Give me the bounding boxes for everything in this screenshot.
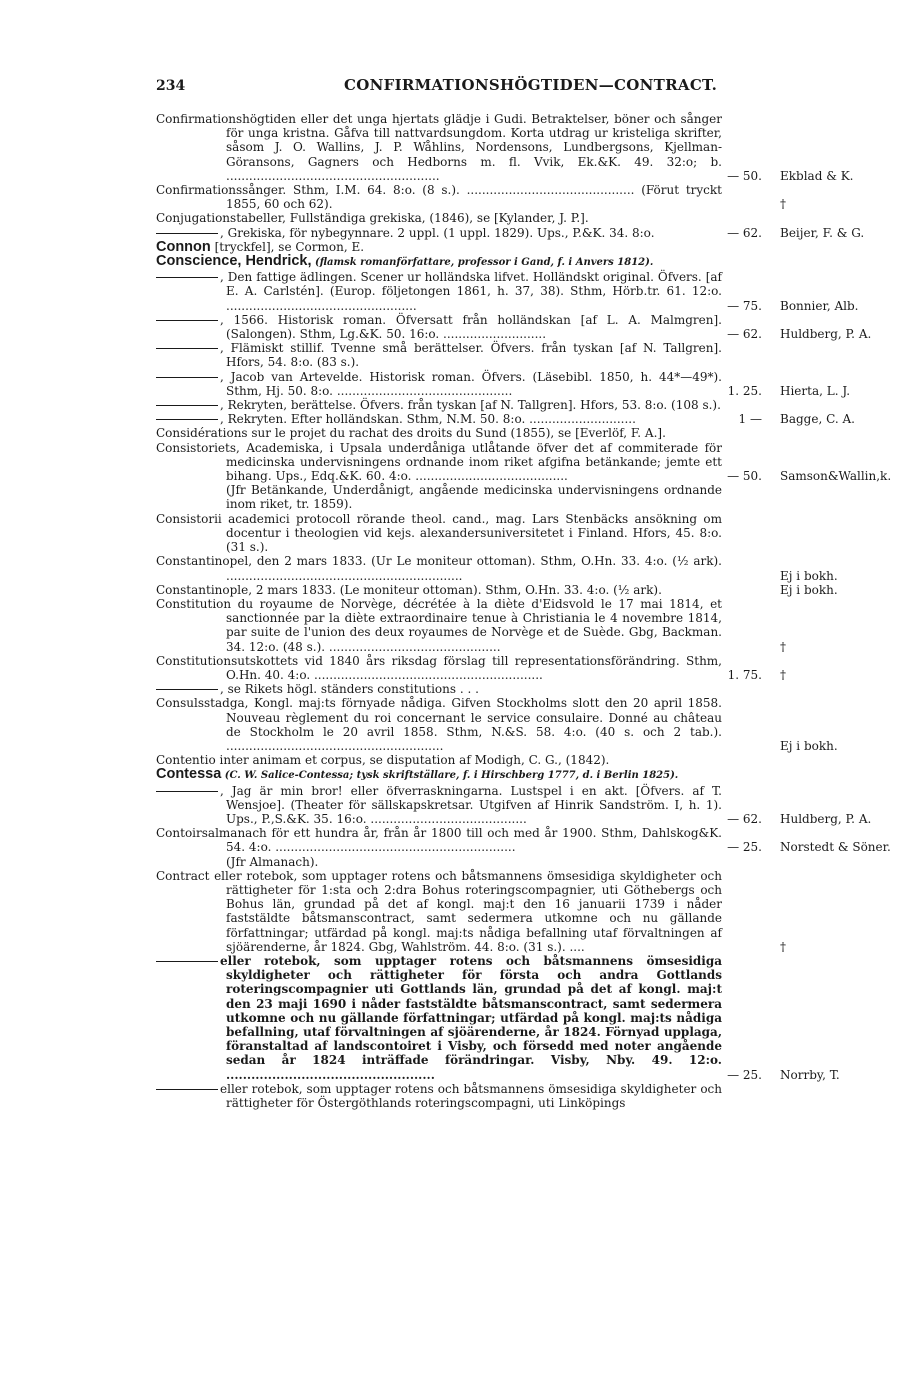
repeat-dash-rule	[156, 377, 218, 378]
entry-text	[156, 954, 722, 1082]
entry-body: (Jfr Betänkande, Underdånigt, angående medicinska undervisningens ordnande inom riket, tr. 1859).	[226, 483, 722, 512]
entry-publisher: †	[780, 939, 786, 954]
entry-body: [tryckfel], se Cormon, E.	[210, 239, 365, 254]
entry-text	[156, 483, 722, 511]
repeat-dash-rule	[156, 348, 218, 349]
entry-publisher: Ej i bokh.	[780, 582, 838, 597]
repeat-dash-rule	[156, 320, 218, 321]
bibliography-entry	[0, 183, 912, 211]
entry-body: , Rekryten, berättelse. Öfvers. från tyskan [af N. Tallgren]. Hfors, 53. 8:o. (108 s.).	[220, 398, 721, 413]
entry-text	[156, 211, 722, 225]
bibliography-entry	[0, 270, 912, 313]
bibliography-entry	[0, 855, 912, 869]
bibliography-entry	[0, 1082, 912, 1110]
entry-body: Constitutionsutskottets vid 1840 års riksdag förslag till representationsförändring. Sthm, O.Hn. 40. 4:o. ............................................................	[156, 653, 722, 682]
entry-text	[156, 183, 722, 211]
entry-text	[156, 412, 722, 426]
entry-publisher: Norstedt & Söner.	[780, 840, 891, 855]
entry-body: Constantinople, 2 mars 1833. (Le moniteur ottoman). Sthm, O.Hn. 33. 4:o. (½ ark).	[156, 582, 662, 597]
entry-heading: Connon	[156, 238, 211, 255]
entry-text	[156, 583, 722, 597]
entry-publisher: †	[780, 639, 786, 654]
entry-publisher: Ekblad & K.	[780, 168, 854, 183]
bibliography-entry	[0, 240, 912, 254]
entry-text	[156, 512, 722, 555]
bibliography-entry	[0, 426, 912, 440]
entry-text	[156, 441, 722, 484]
entry-text	[156, 682, 722, 696]
bibliography-entry	[0, 112, 912, 183]
repeat-dash-rule	[156, 689, 218, 690]
entry-text	[156, 112, 722, 183]
entry-price: — 75.	[727, 298, 762, 313]
repeat-dash-rule	[156, 405, 218, 406]
entry-body: , 1566. Historisk roman. Öfversatt från holländskan [af L. A. Malmgren]. (Salongen). Sthm, Lg.&K. 50. 16:o. ...........................	[220, 312, 722, 342]
repeat-dash-rule	[156, 791, 218, 792]
entry-publisher: Bagge, C. A.	[780, 412, 855, 427]
entry-body: Confirmationshögtiden eller det unga hjertats glädje i Gudi. Betraktelser, böner och sånger för unga kristna. Gåfva till nattvardsungdom. Korta utdrag ur kristeliga skrifter, såsom J. O. Wallins, J. P. Wåhlins, Nordensons, Lundbergsons, Kjellman-Göransons, Gagners och Hedborns m. fl. Vvik, Ek.&K. 49. 32:o; b. ........................................................	[156, 112, 722, 183]
running-title: CONFIRMATIONSHÖGTIDEN—CONTRACT.	[344, 76, 718, 94]
bibliography-entry	[0, 226, 912, 240]
entry-body: eller rotebok, som upptager rotens och båtsmannens ömsesidiga skyldigheter och rättigheter för första och andra Gottlands roteringscompagnier uti Gottlands län, grundad på det af kongl. maj:t den 23 maji 1690 i nåder faststäldte båtsmanscontract, samt sedermera utkomne och nu gällande författningar; utfärdad på kongl. maj:ts nådiga befallning, utaf förvaltningen af sjöärenderne, år 1824. Förnyad upplaga, föranstaltad af landscontoiret i Visby, och försedd med noter angående sedan år 1824 inträffade förändringar. Visby, Nby. 49. 12:o. ..................................................	[220, 953, 722, 1082]
entry-body: , se Rikets högl. ständers constitutions . . .	[220, 682, 479, 697]
entry-text	[156, 254, 722, 270]
entry-body: , Grekiska, för nybegynnare. 2 uppl. (1 uppl. 1829). Ups., P.&K. 34. 8:o.	[220, 225, 655, 240]
entry-text	[156, 654, 722, 682]
bibliography-entry	[0, 341, 912, 369]
entry-body: , Jacob van Artevelde. Historisk roman. Öfvers. (Läsebibl. 1850, h. 44*—49*). Sthm, Hj. 50. 8:o. ..............................................	[220, 369, 722, 398]
repeat-dash-rule	[156, 419, 218, 420]
entry-body: Constitution du royaume de Norvège, décrétée à la diète d'Eidsvold le 17 mai 1814, et sanctionnée par la diète extraordinaire tenue à Christiania le 4 novembre 1814, par suite de l'union des deux royaumes de Norvège et de Suède. Gbg, Backman. 34. 12:o. (48 s.). .............................................	[156, 596, 722, 654]
entry-text	[156, 313, 722, 341]
entry-publisher: Norrby, T.	[780, 1067, 840, 1082]
bibliography-entry	[0, 826, 912, 854]
entry-body: Contoirsalmanach för ett hundra år, från år 1800 till och med år 1900. Sthm, Dahlskog&K. 54. 4:o. ...............................................................	[156, 826, 722, 855]
bibliography-entry	[0, 211, 912, 225]
bibliography-entry	[0, 254, 912, 270]
repeat-dash-rule	[156, 961, 218, 962]
entry-price: 1. 75.	[727, 667, 762, 682]
bibliography-entry	[0, 370, 912, 398]
entry-body: Consistoriets, Academiska, i Upsala underdåniga utlåtande öfver det af commiterade för medicinska undervisningens ordnande inom riket afgifna betänkande; jemte ett bihang. Ups., Edq.&K. 60. 4:o. ........................................	[156, 440, 722, 484]
entry-publisher: Beijer, F. & G.	[780, 225, 865, 240]
entry-body: , Jag är min bror! eller öfverraskningarna. Lustspel i en akt. [Öfvers. af T. Wensjoe]. (Theater för sällskapskretsar. Utgifven af Hinrik Sandström. I, h. 1). Ups., P.,S.&K. 35. 16:o. .........................................	[220, 783, 722, 826]
page-number: 234	[156, 78, 186, 94]
entry-text	[156, 554, 722, 582]
entry-publisher: Ej i bokh.	[780, 568, 838, 583]
entry-body: Considérations sur le projet du rachat des droits du Sund (1855), se [Everlöf, F. A.].	[156, 426, 666, 441]
bibliography-entry	[0, 753, 912, 767]
entry-price: — 62.	[727, 811, 762, 826]
entry-publisher: Hierta, L. J.	[780, 383, 851, 398]
entry-body: , Flämiskt stillif. Tvenne små berättelser. Öfvers. från tyskan [af N. Tallgren]. Hfors, 54. 8:o. (83 s.).	[220, 341, 722, 370]
entry-price: — 62.	[727, 327, 762, 342]
entry-body: Contract eller rotebok, som upptager rotens och båtsmannens ömsesidiga skyldigheter och rättigheter för 1:sta och 2:dra Bohus roteringscompagnier, uti Göthebergs och Bohus län, grundad på det af kongl. maj:t den 16 januarii 1739 i nåder faststäldte båtsmanscontract, samt sedermera utkomne och nu gällande författningar; utfärdad på kongl. maj:ts nådiga befallning utaf förvaltningen af sjöärenderne, år 1824. Gbg, Wahlström. 44. 8:o. (31 s.). ....	[156, 868, 722, 954]
entry-body: Contentio inter animam et corpus, se disputation af Modigh, C. G., (1842).	[156, 753, 610, 768]
bibliography-entry	[0, 954, 912, 1082]
entry-publisher: Bonnier, Alb.	[780, 298, 859, 313]
entry-heading: Conscience, Hendrick,	[156, 253, 312, 270]
repeat-dash-rule	[156, 277, 218, 278]
entry-text	[156, 597, 722, 654]
entry-heading: Contessa	[156, 766, 222, 783]
bibliography-entry	[0, 412, 912, 426]
entry-price: — 62.	[727, 225, 762, 240]
bibliography-entry	[0, 441, 912, 484]
entry-text	[156, 855, 722, 869]
entry-publisher: †	[780, 667, 786, 682]
entry-text	[156, 341, 722, 369]
entry-text	[156, 226, 722, 240]
bibliography-entry	[0, 682, 912, 696]
entry-price: — 50.	[727, 469, 762, 484]
entry-text	[156, 784, 722, 827]
entry-text	[156, 1082, 722, 1110]
entry-body: (Jfr Almanach).	[226, 854, 319, 869]
entry-publisher: †	[780, 197, 786, 212]
bibliography-entry	[0, 512, 912, 555]
entry-price: 1 —	[738, 412, 762, 427]
entry-text	[156, 398, 722, 412]
bibliography-entry	[0, 767, 912, 783]
entry-publisher: Huldberg, P. A.	[780, 811, 872, 826]
entry-body: , Den fattige ädlingen. Scener ur holländska lifvet. Holländskt original. Öfvers. [af E. A. Carlstén]. (Europ. följetongen 1861, h. 37, 38). Sthm, Hörb.tr. 61. 12:o. ..................................................	[220, 270, 722, 313]
bibliography-entry	[0, 696, 912, 753]
entry-text	[156, 270, 722, 313]
entry-body: , Rekryten. Efter holländskan. Sthm, N.M. 50. 8:o. ............................	[220, 412, 636, 427]
author-note: (C. W. Salice-Contessa; tysk skriftställare, f. i Hirschberg 1777, d. i Berlin 1825).	[221, 770, 679, 782]
entry-price: — 25.	[727, 840, 762, 855]
entry-body: eller rotebok, som upptager rotens och båtsmannens ömsesidiga skyldigheter och rättigheter för Östergöthlands roteringscompagni, uti Linköpings	[220, 1081, 722, 1111]
bibliography-entry	[0, 583, 912, 597]
entry-body: Conjugationstabeller, Fullständiga grekiska, (1846), se [Kylander, J. P.].	[156, 211, 589, 226]
repeat-dash-rule	[156, 233, 218, 234]
entry-body: Consulsstadga, Kongl. maj:ts förnyade nådiga. Gifven Stockholms slott den 20 april 1858. Nouveau règlement du roi concernant le service consulaire. Donné au château de Stockholm le 20 avril 1858. Sthm, N.&S. 58. 4:o. (40 s. och 2 tab.). .........................................................	[156, 696, 722, 753]
entry-text	[156, 826, 722, 854]
bibliography-entry	[0, 654, 912, 682]
bibliography-entry	[0, 398, 912, 412]
entry-text	[156, 696, 722, 753]
entry-price: — 50.	[727, 168, 762, 183]
entry-price: — 25.	[727, 1067, 762, 1082]
repeat-dash-rule	[156, 1089, 218, 1090]
entry-text	[156, 426, 722, 440]
bibliography-entry	[0, 313, 912, 341]
entry-publisher: Samson&Wallin,k.	[780, 469, 892, 484]
bibliography-entry	[0, 784, 912, 827]
entry-text	[156, 370, 722, 398]
entry-text	[156, 240, 722, 254]
author-note: (flamsk romanförfattare, professor i Gand, f. i Anvers 1812).	[311, 257, 654, 269]
entry-text	[156, 869, 722, 954]
entry-publisher: Huldberg, P. A.	[780, 327, 872, 342]
bibliography-entry	[0, 483, 912, 511]
entry-body: Confirmationssånger. Sthm, I.M. 64. 8:o. (8 s.). ............................................ (Förut tryckt 1855, 60 och 62).	[156, 183, 722, 212]
entry-text	[156, 767, 722, 783]
entry-text	[156, 753, 722, 767]
entry-body: Constantinopel, den 2 mars 1833. (Ur Le moniteur ottoman). Sthm, O.Hn. 33. 4:o. (½ ark). ..............................................................	[156, 554, 722, 583]
entry-body: Consistorii academici protocoll rörande theol. cand., mag. Lars Stenbäcks ansökning om docentur i theologien vid kejs. alexandersuniversitetet i Finland. Hfors, 45. 8:o. (31 s.).	[156, 511, 722, 555]
bibliography-entry	[0, 597, 912, 654]
entry-price: 1. 25.	[727, 383, 762, 398]
bibliography-entry	[0, 554, 912, 582]
entry-list	[0, 112, 912, 1110]
entry-publisher: Ej i bokh.	[780, 738, 838, 753]
bibliography-entry	[0, 869, 912, 954]
